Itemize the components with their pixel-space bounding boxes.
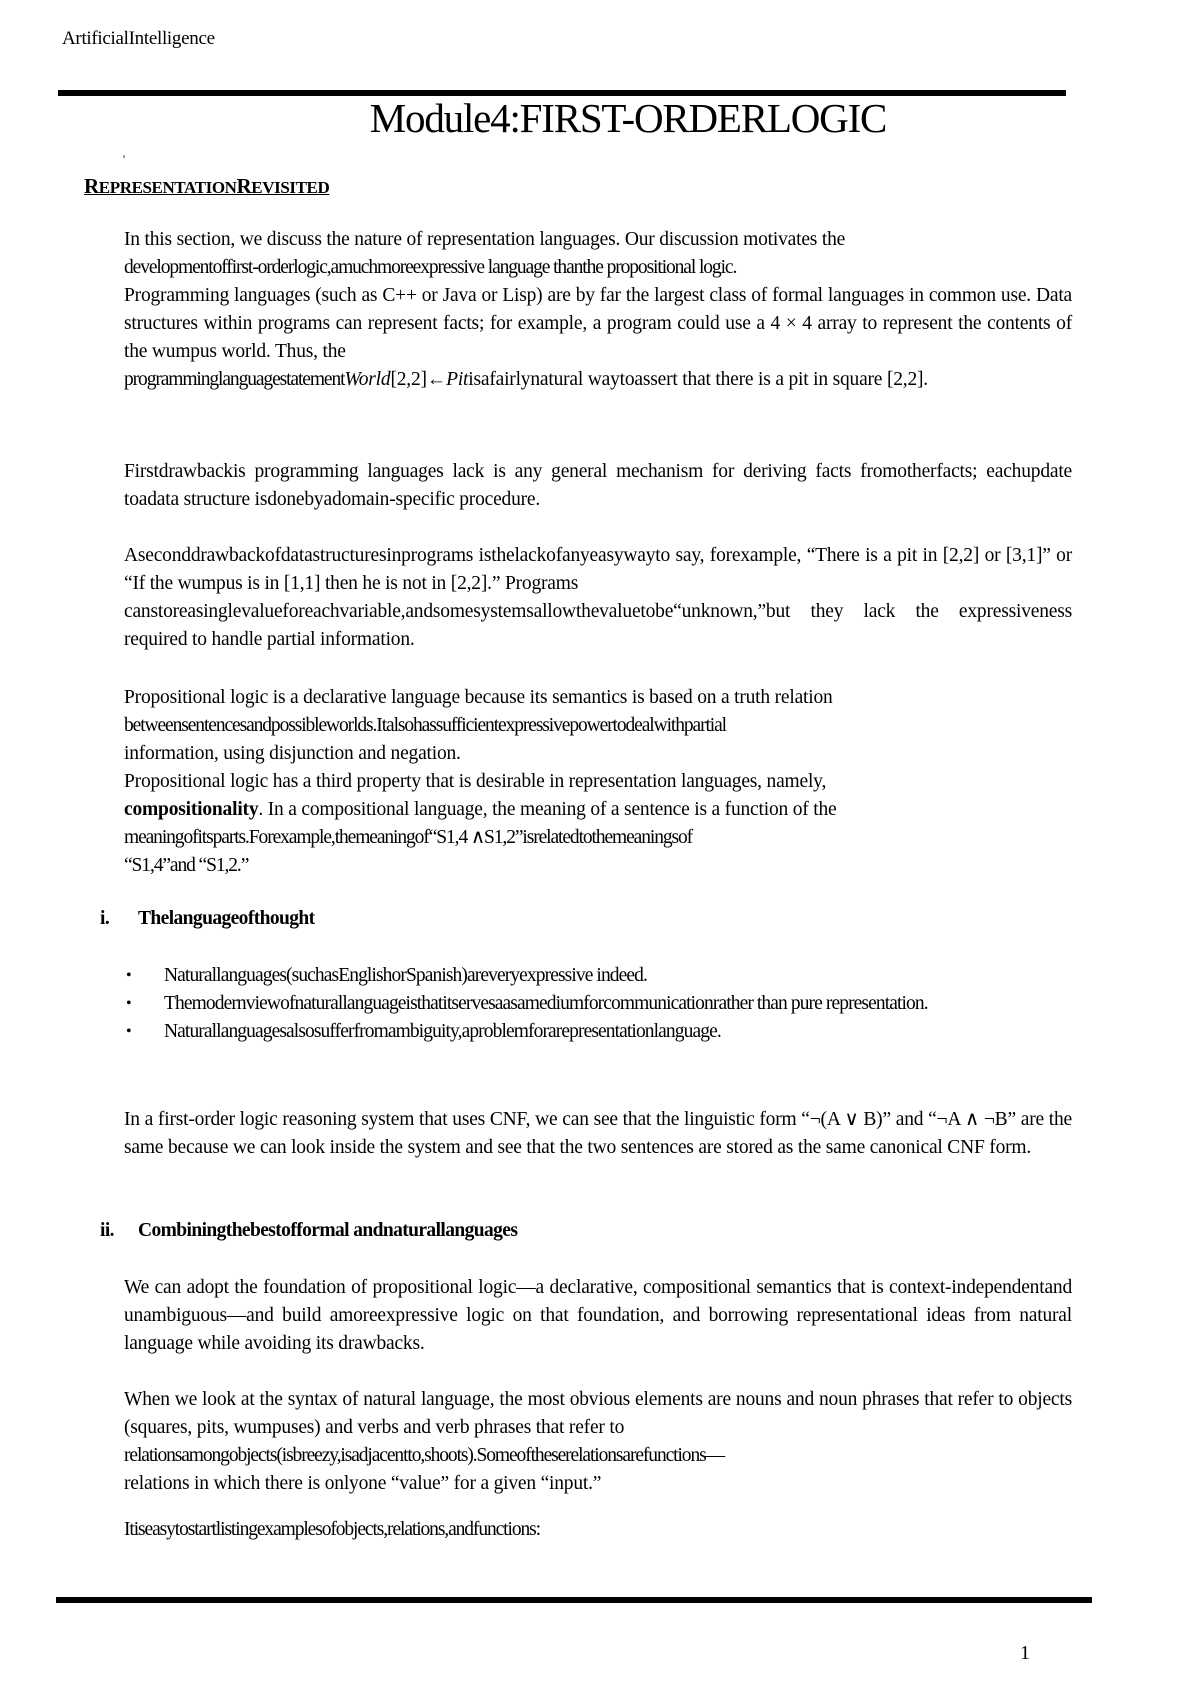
list-item-text: Naturallanguagesalsosufferfromambiguity,aproblemforarepresentationlanguage. — [164, 1021, 721, 1042]
bullet-icon: • — [126, 967, 131, 984]
list-item — [124, 990, 1072, 1018]
paragraph-first-drawback — [124, 458, 1072, 514]
subsection-number: ii. — [100, 1220, 114, 1241]
text-line: relations in which there is onlyone “value” for a given “input.” — [124, 1473, 602, 1494]
text-line: In a first-order logic reasoning system that uses CNF, we can see that the linguistic form “¬(A ∨ B)” and “¬A ∧ ¬B” are the same because we can look inside the system and see that the two sentences are stored as the same canonical CNF form. — [124, 1109, 1072, 1158]
running-header: ArtificialIntelligence — [62, 28, 215, 49]
bullet-list — [124, 962, 1072, 1046]
list-item-text: Themodernviewofnaturallanguageisthatitservesaasamediumforcommunicationrather than pure representation. — [164, 993, 928, 1014]
paragraph-cnf — [124, 1106, 1072, 1162]
text-line: We can adopt the foundation of propositional logic—a declarative, compositional semantics that is context-independentand unambiguous—and build amoreexpressive logic on that foundation, and borrowing representational ideas from natural language while avoiding its drawbacks. — [124, 1277, 1072, 1354]
code-pit: Pit — [446, 369, 469, 390]
text-span: . In a compositional language, the meaning of a sentence is a function of the — [258, 799, 837, 820]
text-line: “S1,4”and “S1,2.” — [124, 855, 249, 876]
text-line: information, using disjunction and negation. — [124, 743, 461, 764]
paragraph-intro — [124, 226, 1072, 394]
bullet-icon: • — [126, 1023, 131, 1040]
subsection-heading — [100, 908, 315, 930]
text-line — [124, 366, 1072, 394]
text-line: relationsamongobjects(isbreezy,isadjacentto,shoots).Someoftheserelationsarefunctions— — [124, 1445, 724, 1466]
section-heading-cap: R — [236, 174, 252, 198]
stray-mark: ' — [123, 152, 126, 166]
paragraph-foundation — [124, 1274, 1072, 1358]
subsection-title: Combiningthebestofformal andnaturallanguages — [138, 1220, 518, 1241]
code-world: World — [344, 369, 391, 390]
text-line: developmentoffirst-orderlogic,amuchmoreexpressive language thanthe propositional logic. — [124, 257, 737, 278]
section-heading-cap: R — [84, 174, 99, 198]
text-line: Itiseasytostartlistingexamplesofobjects,relations,andfunctions: — [124, 1519, 540, 1540]
page-number: 1 — [1020, 1642, 1030, 1664]
subsection-number: i. — [100, 908, 110, 929]
text-line: Aseconddrawbackofdatastructuresinprograms isthelackofanyeasywayto say, forexample, “There is a pit in [2,2] or [3,1]” or “If the wumpus is in [1,1] then he is not in [2,2].” Programs — [124, 545, 1072, 594]
paragraph-compositionality — [124, 768, 1072, 880]
text-line — [124, 796, 1072, 824]
text-line: betweensentencesandpossibleworlds.Italsohassufficientexpressivepowertodealwithpartial — [124, 715, 726, 736]
footer-rule — [56, 1597, 1092, 1603]
text-line: Propositional logic is a declarative language because its semantics is based on a truth relation — [124, 687, 833, 708]
text-line: Programming languages (such as C++ or Java or Lisp) are by far the largest class of formal languages in common use. Data structures within programs can represent facts; for example, a program could use a 4 × 4 array to represent the contents of the wumpus world. Thus, the — [124, 285, 1072, 362]
paragraph-declarative — [124, 684, 1072, 768]
text-line: Propositional logic has a third property that is desirable in representation languages, namely, — [124, 771, 827, 792]
section-heading-text: EVISITED — [251, 178, 330, 197]
text-line: In this section, we discuss the nature of representation languages. Our discussion motivates the — [124, 229, 846, 250]
paragraph-examples — [124, 1516, 1072, 1544]
page-title: Module4:FIRST-ORDERLOGIC — [369, 95, 887, 141]
text-line: meaningofitsparts.Forexample,themeaningof“S1,4 ∧S1,2”isrelatedtothemeaningsof — [124, 827, 693, 848]
text-span: isafairlynatural waytoassert that there is a pit in square [2,2]. — [468, 369, 928, 390]
bold-term: compositionality — [124, 799, 259, 820]
paragraph-second-drawback — [124, 542, 1072, 654]
paragraph-syntax — [124, 1386, 1072, 1498]
subsection-heading — [100, 1220, 517, 1242]
section-heading — [84, 174, 329, 199]
list-item — [124, 1018, 1072, 1046]
text-span: programminglanguagestatement — [124, 369, 345, 390]
bullet-icon: • — [126, 995, 131, 1012]
subsection-title: Thelanguageofthought — [138, 908, 315, 929]
text-line: canstoreasinglevalueforeachvariable,andsomesystemsallowthevaluetobe“unknown,”but they lack the expressiveness required to handle partial information. — [124, 601, 1072, 650]
text-line: When we look at the syntax of natural language, the most obvious elements are nouns and noun phrases that refer to objects (squares, pits, wumpuses) and verbs and verb phrases that refer to — [124, 1389, 1072, 1438]
list-item — [124, 962, 1072, 990]
list-item-text: Naturallanguages(suchasEnglishorSpanish)areveryexpressive indeed. — [164, 965, 647, 986]
section-heading-text: EPRESENTATION — [98, 178, 237, 197]
text-line: Firstdrawbackis programming languages lack is any general mechanism for deriving facts fromotherfacts; eachupdate toadata structure isdonebyadomain-specific procedure. — [124, 461, 1072, 510]
text-span: [2,2]← — [390, 369, 447, 390]
